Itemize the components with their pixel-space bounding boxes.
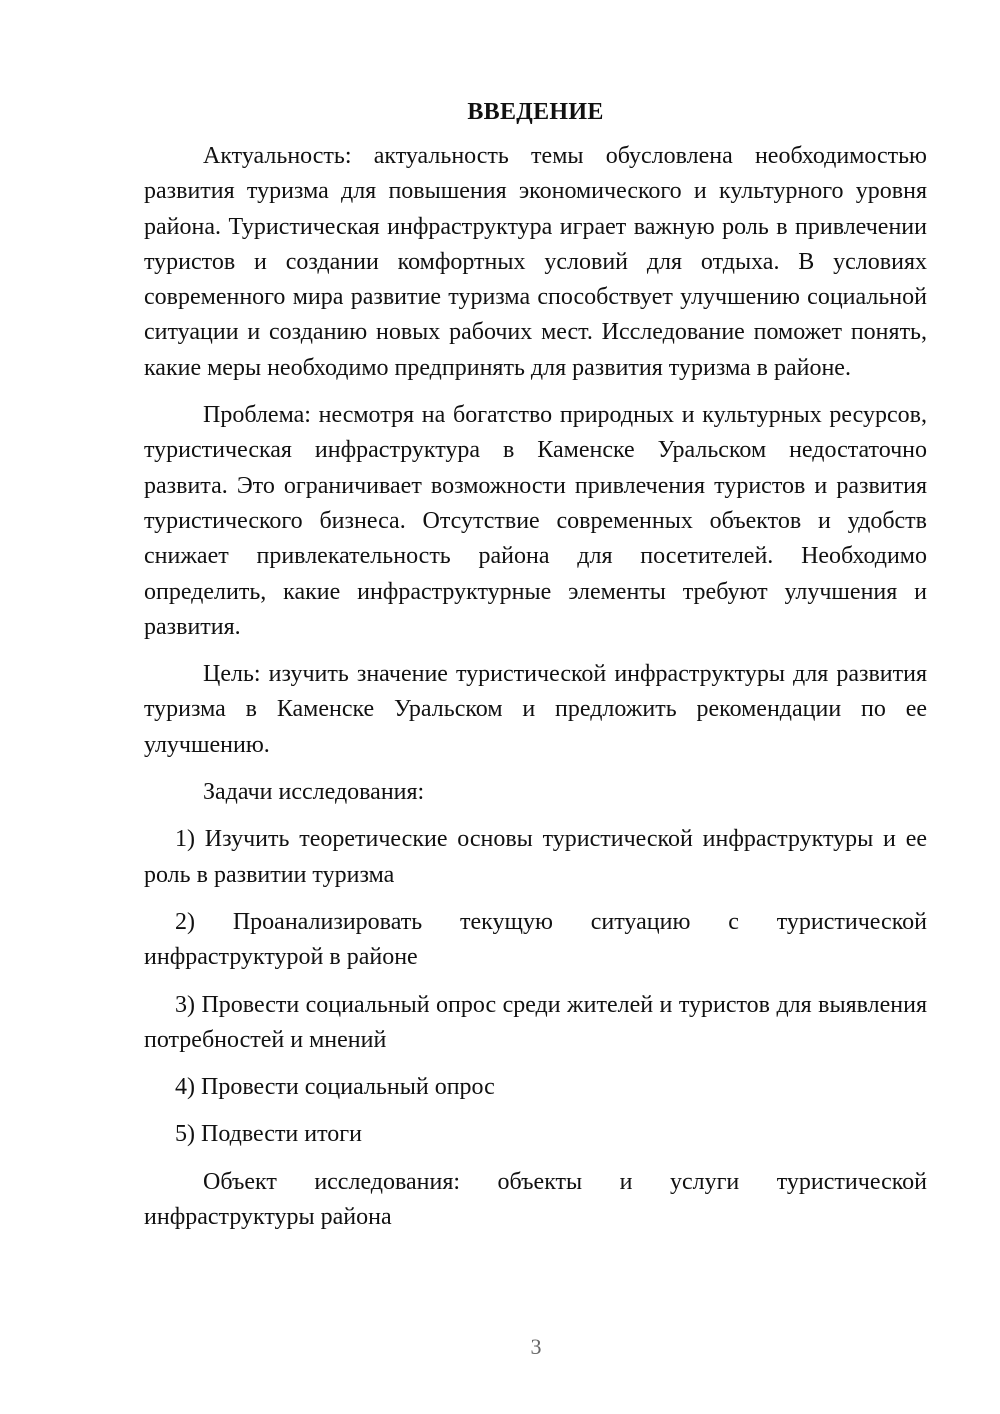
task-item-2: 2) Проанализировать текущую ситуацию с туристической инфраструктурой в районе <box>144 908 927 971</box>
task-item-3: 3) Провести социальный опрос среди жителей и туристов для выявления потребностей и мнений <box>144 991 927 1053</box>
page-title: ВВЕДЕНИЕ <box>467 99 604 125</box>
tasks-heading: Задачи исследования: <box>203 779 425 806</box>
task-item-4: 4) Провести социальный опрос <box>175 1074 495 1101</box>
page-body <box>144 97 927 1247</box>
task-item-5: 5) Подвести итоги <box>175 1121 362 1148</box>
object-paragraph: Объект исследования: объекты и услуги туристической инфраструктуры района <box>144 1168 927 1231</box>
goal-paragraph: Цель: изучить значение туристической инфраструктуры для развития туризма в Каменске Уральском и предложить рекомендации по ее улучшению. <box>144 661 927 758</box>
problem-paragraph: Проблема: несмотря на богатство природных и культурных ресурсов, туристическая инфраструктура в Каменске Уральском недостаточно развита. Это ограничивает возможности привлечения туристов и развития туристического бизнеса. Отсутствие современных объектов и удобств снижает привлекательность района для посетителей. Необходимо определить, какие инфраструктурные элементы требуют улучшения и развития. <box>144 402 927 640</box>
relevance-paragraph: Актуальность: актуальность темы обусловлена необходимостью развития туризма для повышения экономического и культурного уровня района. Туристическая инфраструктура играет важную роль в привлечении туристов и создании комфортных условий для отдыха. В условиях современного мира развитие туризма способствует улучшению социальной ситуации и созданию новых рабочих мест. Исследование поможет понять, какие меры необходимо предпринять для развития туризма в районе. <box>144 143 927 381</box>
task-item-1: 1) Изучить теоретические основы туристической инфраструктуры и ее роль в развитии туризма <box>144 826 927 888</box>
page-number: 3 <box>530 1334 542 1359</box>
